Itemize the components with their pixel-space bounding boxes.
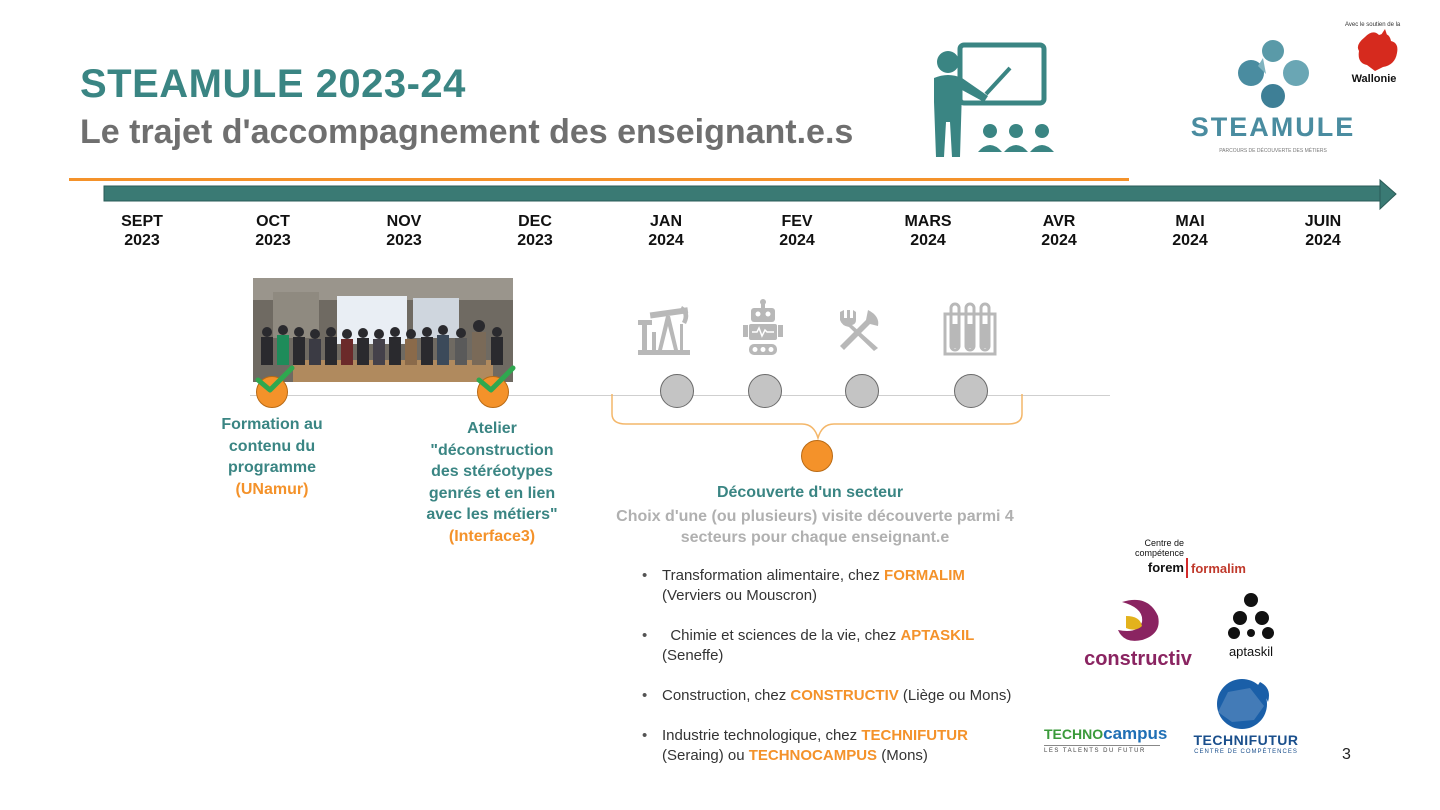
technifutur-logo	[1186, 678, 1306, 758]
technocampus-campus: campus	[1103, 724, 1168, 743]
rooster-icon	[1345, 29, 1405, 73]
month-label: DEC 2023	[517, 213, 553, 249]
list-item: • Chimie et sciences de la vie, chez APTASKIL (Seneffe)	[642, 626, 1072, 666]
constructiv-name: constructiv	[1084, 648, 1192, 670]
test-tubes-icon	[941, 300, 999, 358]
technocampus-tagline: LES TALENTS DU FUTUR	[1044, 748, 1146, 754]
technifutur-tagline: CENTRE DE COMPÉTENCES	[1194, 749, 1298, 755]
technocampus-techno: TECHNO	[1044, 726, 1104, 742]
month-label: AVR 2024	[1041, 213, 1077, 249]
fork-knife-icon	[838, 308, 882, 352]
month-label: MARS 2024	[904, 213, 952, 249]
oil-pump-icon	[636, 302, 692, 356]
steamule-logo-tagline: PARCOURS DE DÉCOUVERTE DES MÉTIERS	[1219, 148, 1327, 154]
grouping-brace	[606, 392, 1030, 444]
page-title: STEAMULE 2023-24	[80, 62, 466, 106]
constructiv-logo	[1076, 598, 1200, 674]
technocampus-logo	[1044, 724, 1168, 758]
wallonie-logo	[1345, 22, 1405, 94]
month-label: NOV 2023	[386, 213, 422, 249]
month-label: OCT 2023	[255, 213, 291, 249]
month-label: MAI 2024	[1172, 213, 1208, 249]
sector-title: Découverte d'un secteur	[716, 484, 904, 501]
sector-subtitle: Choix d'une (ou plusieurs) visite découverte parmi 4 secteurs pour chaque enseignant.e	[616, 508, 1014, 546]
sector-list	[642, 566, 1072, 786]
formalim-logo	[1120, 538, 1260, 580]
list-item: • Construction, chez CONSTRUCTIV (Liège ou Mons)	[642, 686, 1072, 706]
technifutur-name: TECHNIFUTUR	[1193, 732, 1299, 748]
constructiv-mark	[1112, 598, 1166, 646]
steamule-logo-mark	[1178, 36, 1368, 116]
event-atelier	[418, 418, 566, 547]
month-label: JUIN 2024	[1304, 213, 1342, 249]
list-item: • Industrie technologique, chez TECHNIFUTUR (Seraing) ou TECHNOCAMPUS (Mons)	[642, 726, 1072, 766]
check-icon	[254, 364, 296, 394]
month-label: SEPT 2023	[121, 213, 163, 249]
technifutur-mark	[1214, 678, 1274, 730]
event-atelier-org: (Interface3)	[448, 527, 536, 545]
formalim-caption: Centre de compétence	[1134, 538, 1184, 558]
wallonie-name: Wallonie	[1351, 73, 1397, 85]
month-label: JAN 2024	[648, 213, 684, 249]
formalim-divider	[1186, 558, 1188, 578]
check-icon	[475, 364, 517, 394]
aptaskil-mark	[1226, 592, 1276, 640]
robot-icon	[743, 298, 783, 356]
event-atelier-text: Atelier "déconstruction des stéréotypes genrés et en lien avec les métiers"	[426, 420, 558, 523]
aptaskil-name: aptaskil	[1228, 644, 1274, 659]
event-formation-org: (UNamur)	[235, 480, 309, 498]
timeline-arrow	[102, 178, 1400, 212]
wallonie-caption: Avec le soutien de la	[1345, 22, 1401, 28]
event-formation-text: Formation au contenu du programme	[221, 416, 323, 476]
formalim-forem: forem	[1147, 560, 1184, 575]
event-formation	[212, 414, 332, 500]
formalim-name: formalim	[1191, 561, 1246, 576]
aptaskil-logo	[1218, 592, 1284, 662]
steamule-logo	[1178, 36, 1368, 161]
page-subtitle: Le trajet d'accompagnement des enseignant.e.s	[80, 113, 854, 151]
page-number: 3	[1342, 746, 1351, 763]
list-item: • Transformation alimentaire, chez FORMALIM (Verviers ou Mouscron)	[642, 566, 1072, 606]
teacher-icon	[928, 42, 1063, 162]
steamule-logo-text: STEAMULE	[1190, 112, 1356, 142]
month-label: FEV 2024	[779, 213, 815, 249]
milestone-dot-sector	[801, 440, 833, 472]
